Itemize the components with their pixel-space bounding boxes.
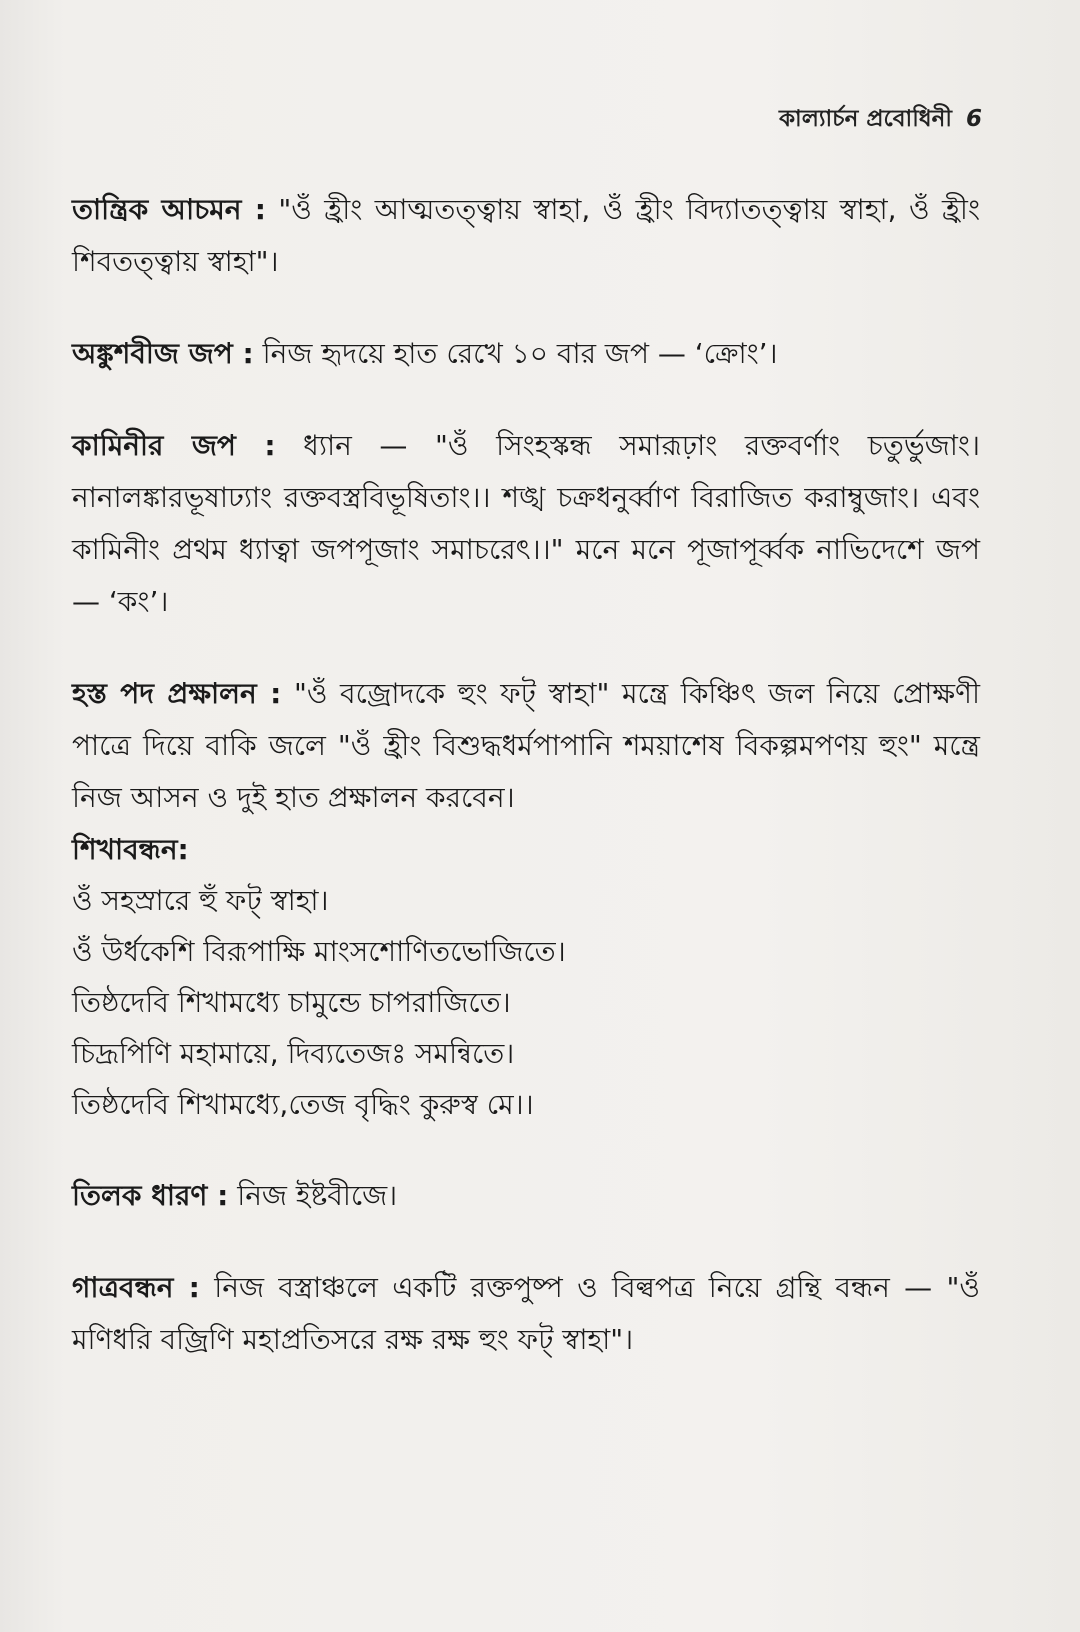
- paragraph-text: ধ্যান — "ওঁ সিংহস্কন্ধ সমারূঢ়াং রক্তবর্ণাং চতুর্ভুজাং। নানালঙ্কারভূষাঢ্যাং রক্তবস্ত্রবিভূষিতাং।। শঙ্খ চক্রধনুর্ব্বাণ বিরাজিত করাম্বুজাং। এবং কামিনীং প্রথম ধ্যাত্বা জপপূজাং সমাচরেৎ।।" মনে মনে পূজাপূর্ব্বক নাভিদেশে জপ — ‘কং’।: [72, 429, 980, 618]
- term-heading: গাত্রবন্ধন :: [72, 1271, 200, 1304]
- paragraph-ankush-beej: [72, 328, 980, 380]
- term-heading: তিলক ধারণ :: [72, 1179, 229, 1212]
- running-header: [779, 100, 982, 139]
- paragraph-text: নিজ হৃদয়ে হাত রেখে ১০ বার জপ — ‘ক্রোং’।: [253, 337, 778, 370]
- mantra-line: তিষ্ঠদেবি শিখামধ্যে,তেজ বৃদ্ধিং কুরুস্ব মে।।: [72, 1088, 534, 1121]
- paragraph-kamini-jap: [72, 420, 980, 628]
- paragraph-text: "ওঁ হ্রীং আত্মতত্ত্বায় স্বাহা, ওঁ হ্রীং বিদ্যাতত্ত্বায় স্বাহা, ওঁ হ্রীং শিবতত্ত্বায় স্বাহা"।: [72, 193, 980, 278]
- term-heading: শিখাবন্ধন:: [72, 833, 189, 866]
- paragraph-tantrik-achaman: [72, 184, 980, 288]
- paragraph-text: নিজ ইষ্টবীজে।: [228, 1179, 398, 1212]
- page-body: [72, 184, 980, 1366]
- term-heading: হস্ত পদ প্রক্ষালন :: [72, 677, 282, 710]
- paragraph-hasta-pada: [72, 668, 980, 824]
- page-number: 6: [965, 106, 982, 132]
- paragraph-gatra-bandhan: [72, 1262, 980, 1366]
- term-heading: অঙ্কুশবীজ জপ :: [72, 337, 254, 370]
- mantra-line: ওঁ সহস্রারে হুঁ ফট্ স্বাহা।: [72, 884, 329, 917]
- term-heading: কামিনীর জপ :: [72, 429, 276, 462]
- shikha-bandhan-block: [72, 824, 980, 1130]
- paragraph-text: নিজ বস্ত্রাঞ্চলে একটি রক্তপুষ্প ও বিল্বপত্র নিয়ে গ্রন্থি বন্ধন — "ওঁ মণিধরি বজ্রিণি মহাপ্রতিসরে রক্ষ রক্ষ হুং ফট্ স্বাহা"।: [72, 1271, 980, 1356]
- paragraph-text: "ওঁ বজ্রোদকে হুং ফট্ স্বাহা" মন্ত্রে কিঞ্চিৎ জল নিয়ে প্রোক্ষণী পাত্রে দিয়ে বাকি জলে "ওঁ হ্রীং বিশুদ্ধধর্মপাপানি শময়াশেষ বিকল্পমপণয় হুং" মন্ত্রে নিজ আসন ও দুই হাত প্রক্ষালন করবেন।: [72, 677, 980, 814]
- mantra-line: চিদ্রূপিণি মহামায়ে, দিব্যতেজঃ সমন্বিতে।: [72, 1037, 515, 1070]
- mantra-line: ওঁ উর্ধকেশি বিরূপাক্ষি মাংসশোণিতভোজিতে।: [72, 935, 566, 968]
- term-heading: তান্ত্রিক আচমন :: [72, 193, 266, 226]
- paragraph-tilak: [72, 1170, 980, 1222]
- header-title: কাল্যার্চন প্রবোধিনী: [778, 106, 952, 132]
- mantra-line: তিষ্ঠদেবি শিখামধ্যে চামুন্ডে চাপরাজিতে।: [72, 986, 511, 1019]
